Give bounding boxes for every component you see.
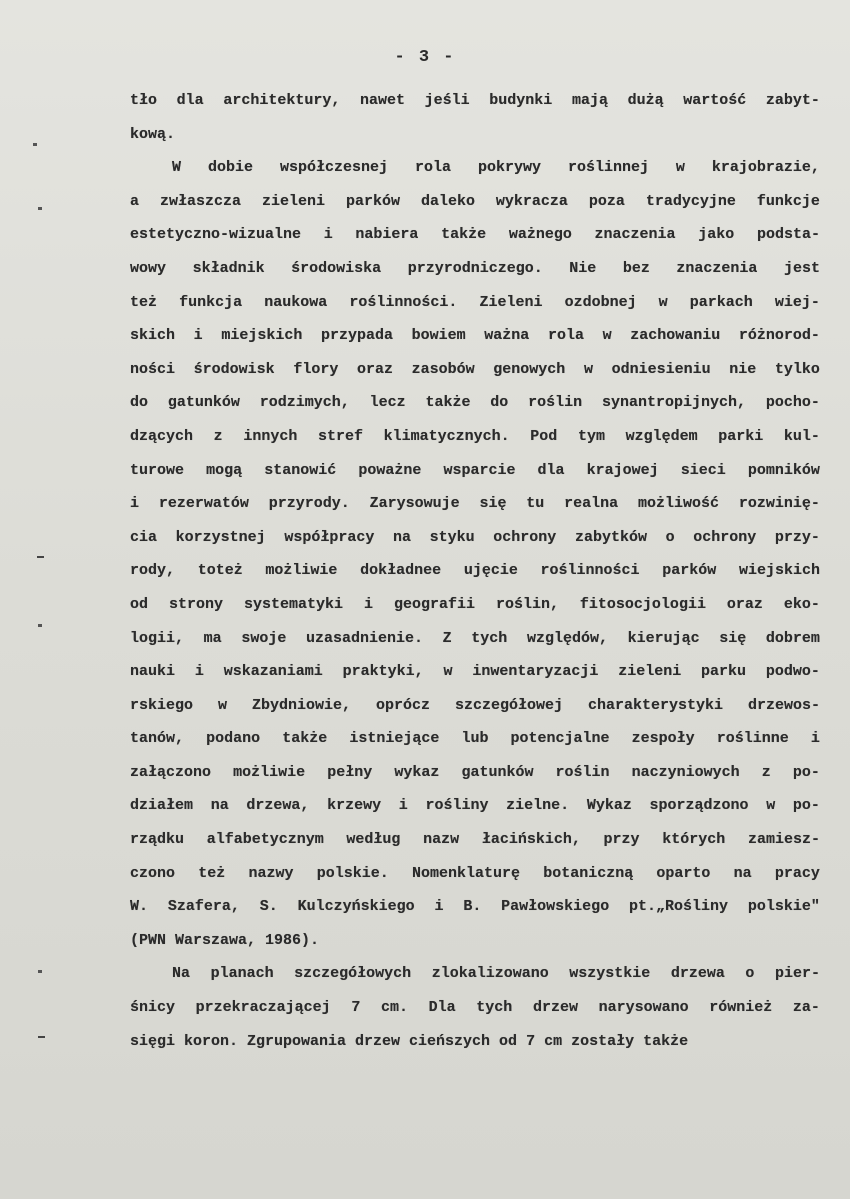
text-line: (PWN Warszawa, 1986). bbox=[130, 931, 320, 949]
text-line: estetyczno-wizualne i nabiera także ważnego znaczenia jako podsta- bbox=[130, 226, 820, 244]
text-line: nauki i wskazaniami praktyki, w inwentaryzacji zieleni parku podwo- bbox=[130, 663, 820, 681]
text-line: W dobie współczesnej rola pokrywy roślinnej w krajobrazie, bbox=[172, 159, 820, 177]
text-line: turowe mogą stanowić poważne wsparcie dla krajowej sieci pomników bbox=[130, 461, 820, 479]
text-line: skich i miejskich przypada bowiem ważna rola w zachowaniu różnorod- bbox=[130, 327, 820, 345]
text-line: śnicy przekraczającej 7 cm. Dla tych drzew narysowano również za- bbox=[130, 999, 820, 1017]
text-line: też funkcja naukowa roślinności. Zieleni ozdobnej w parkach wiej- bbox=[130, 293, 820, 311]
text-line: i rezerwatów przyrody. Zarysowuje się tu realna możliwość rozwinię- bbox=[130, 495, 820, 513]
margin-speck bbox=[37, 556, 44, 558]
text-line: cia korzystnej współpracy na styku ochrony zabytków o ochrony przy- bbox=[130, 528, 820, 546]
margin-speck bbox=[38, 1036, 45, 1038]
text-line: wowy składnik środowiska przyrodniczego. Nie bez znaczenia jest bbox=[130, 259, 820, 277]
body-text bbox=[130, 84, 820, 1058]
text-line: załączono możliwie pełny wykaz gatunków roślin naczyniowych z po- bbox=[130, 763, 820, 781]
text-line: sięgi koron. Zgrupowania drzew cieńszych od 7 cm zostały także bbox=[130, 1032, 689, 1050]
text-line: tanów, podano także istniejące lub potencjalne zespoły roślinne i bbox=[130, 730, 820, 748]
text-line: tło dla architektury, nawet jeśli budynki mają dużą wartość zabyt- bbox=[130, 92, 820, 109]
text-line: dzących z innych stref klimatycznych. Pod tym względem parki kul- bbox=[130, 427, 820, 445]
text-line: Na planach szczegółowych zlokalizowano wszystkie drzewa o pier- bbox=[172, 965, 820, 983]
margin-speck bbox=[33, 143, 37, 146]
text-line: a zwłaszcza zieleni parków daleko wykracza poza tradycyjne funkcje bbox=[130, 192, 820, 210]
margin-speck bbox=[38, 624, 42, 627]
text-line: działem na drzewa, krzewy i rośliny zielne. Wykaz sporządzono w po- bbox=[130, 797, 820, 815]
text-line: kową. bbox=[130, 125, 176, 143]
margin-speck bbox=[38, 970, 42, 973]
page-number: - 3 - bbox=[394, 48, 456, 67]
text-line: od strony systematyki i geografii roślin, fitosocjologii oraz eko- bbox=[130, 595, 820, 613]
text-line: ności środowisk flory oraz zasobów genowych w odniesieniu nie tylko bbox=[130, 360, 820, 378]
margin-speck bbox=[38, 207, 42, 210]
text-line: rody, toteż możliwie dokładnee ujęcie roślinności parków wiejskich bbox=[130, 562, 820, 580]
text-line: do gatunków rodzimych, lecz także do roślin synantropijnych, pocho- bbox=[130, 394, 820, 412]
text-line: rskiego w Zbydniowie, oprócz szczegółowej charakterystyki drzewos- bbox=[130, 696, 820, 714]
text-line: W. Szafera, S. Kulczyńskiego i B. Pawłowskiego pt.„Rośliny polskie" bbox=[130, 898, 820, 916]
text-line: logii, ma swoje uzasadnienie. Z tych względów, kierując się dobrem bbox=[130, 629, 820, 647]
text-line: rządku alfabetycznym według nazw łacińskich, przy których zamiesz- bbox=[130, 831, 820, 849]
text-line: czono też nazwy polskie. Nomenklaturę botaniczną oparto na pracy bbox=[130, 864, 820, 882]
